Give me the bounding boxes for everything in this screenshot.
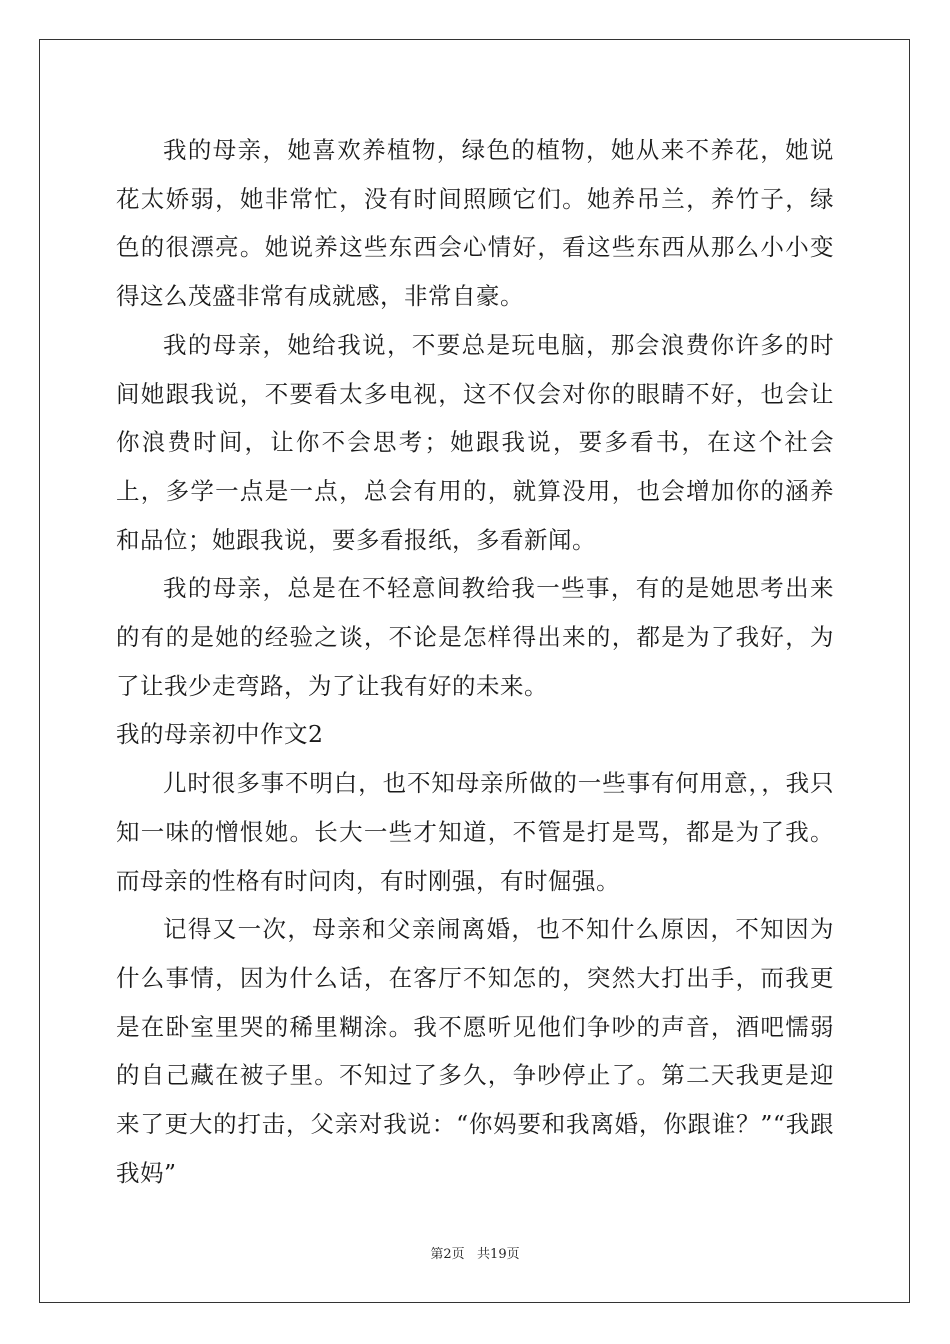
section-title: 我的母亲初中作文2 [116, 720, 324, 749]
paragraph: 记得又一次，母亲和父亲闹离婚，也不知什么原因，不知因为什么事情，因为什么话，在客厅不知怎的，突然大打出手，而我更是在卧室里哭的稀里糊涂。我不愿听见他们争吵的声音，酒吧懦弱的自己藏在被子里。不知过了多久，争吵停止了。第二天我更是迎来了更大的打击，父亲对我说：“你妈要和我离婚，你跟谁？”“我跟我妈” [116, 915, 834, 1187]
page-number: 第2页 共19页 [430, 1247, 520, 1262]
paragraph: 儿时很多事不明白，也不知母亲所做的一些事有何用意，，我只知一味的憎恨她。长大一些才知道，不管是打是骂，都是为了我。而母亲的性格有时问肉，有时刚强，有时倔强。 [116, 769, 834, 895]
paragraph: 我的母亲，她给我说，不要总是玩电脑，那会浪费你许多的时间她跟我说，不要看太多电视，这不仅会对你的眼睛不好，也会让你浪费时间，让你不会思考；她跟我说，要多看书，在这个社会上，多学一点是一点，总会有用的，就算没用，也会增加你的涵养和品位；她跟我说，要多看报纸，多看新闻。 [116, 330, 834, 554]
document-body [116, 126, 834, 1197]
paragraph: 我的母亲，总是在不轻意间教给我一些事，有的是她思考出来的有的是她的经验之谈，不论是怎样得出来的，都是为了我好，为了让我少走弯路，为了让我有好的未来。 [116, 574, 834, 700]
paragraph: 我的母亲，她喜欢养植物，绿色的植物，她从来不养花，她说花太娇弱，她非常忙，没有时间照顾它们。她养吊兰，养竹子，绿色的很漂亮。她说养这些东西会心情好，看这些东西从那么小小变得这么茂盛非常有成就感，非常自豪。 [116, 136, 834, 311]
